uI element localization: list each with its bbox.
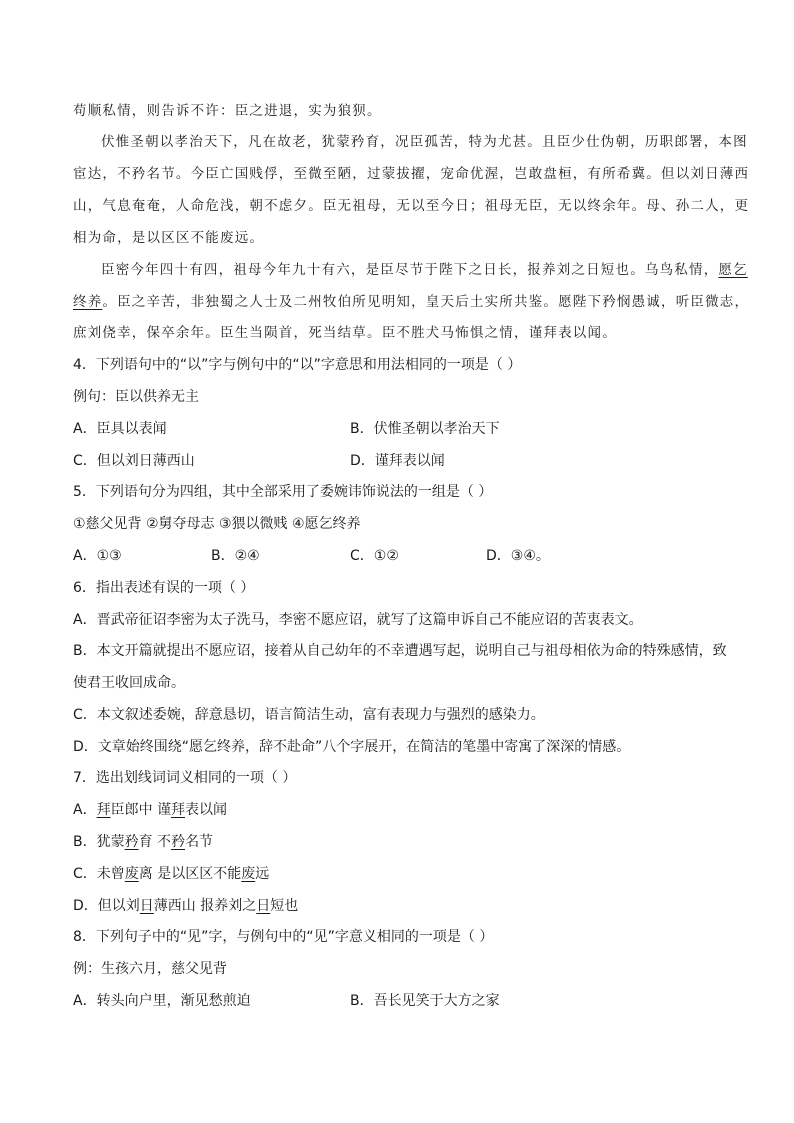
option-b: B．吾长见笑于大方之家 xyxy=(350,993,500,1009)
option-d xyxy=(73,895,734,917)
underlined-word: 日 xyxy=(139,898,154,914)
underlined-text: 愿乞 xyxy=(718,262,748,278)
option-text: 表以闻 xyxy=(185,802,228,818)
underlined-word: 矜 xyxy=(124,834,139,850)
option-a xyxy=(73,799,734,821)
option-text: 远 xyxy=(255,866,270,882)
underlined-word: 废 xyxy=(241,866,256,882)
option-b-continued: 使君王收回成命。 xyxy=(73,675,185,691)
option-text: 短也 xyxy=(270,898,299,914)
underlined-word: 拜 xyxy=(171,802,186,818)
option-d: D．谨拜表以闻 xyxy=(350,453,445,469)
passage-line: 庶刘侥幸，保卒余年。臣生当陨首，死当结草。臣不胜犬马怖惧之情，谨拜表以闻。 xyxy=(73,325,617,341)
option-text: A． xyxy=(73,802,97,818)
passage-line: 伏惟圣朝以孝治天下，凡在故老，犹蒙矜育，况臣孤苦，特为尤甚。且臣少仕伪朝，历职郎署，本图 xyxy=(101,134,748,150)
passage-line xyxy=(73,291,750,313)
question-stem: 8．下列句子中的“见”字，与例句中的“见”字意义相同的一项是（ ） xyxy=(73,929,494,945)
option-c: C．但以刘日薄西山 xyxy=(73,453,195,469)
option-row xyxy=(73,990,734,1012)
option-a: A．晋武帝征诏李密为太子洗马，李密不愿应诏，就写了这篇申诉自己不能应诏的苦衷表文。 xyxy=(73,612,643,628)
underlined-word: 拜 xyxy=(96,802,111,818)
passage-text: 臣密今年四十有四，祖母今年九十有六，是臣尽节于陛下之日长，报养刘之日短也。乌鸟私情， xyxy=(101,262,719,278)
option-text: C．未曾 xyxy=(73,866,125,882)
option-c: C．①② xyxy=(350,548,399,564)
option-text: 薄西山 报养刘之 xyxy=(153,898,257,914)
option-b: B．本文开篇就提出不愿应诏，接着从自己幼年的不幸遭遇写起，说明自己与祖母相依为命的特殊感情，致 xyxy=(73,643,727,659)
option-row xyxy=(73,450,734,472)
passage-line: 相为命，是以区区不能废远。 xyxy=(73,230,265,246)
question-stem: 6．指出表述有误的一项（ ） xyxy=(73,580,255,596)
option-d: D．文章始终围绕“愿乞终养，辞不赴命”八个字展开，在简洁的笔墨中寄寓了深深的情感。 xyxy=(73,739,631,755)
option-c xyxy=(73,863,734,885)
option-text: D．但以刘 xyxy=(73,898,140,914)
underlined-word: 废 xyxy=(124,866,139,882)
option-b: B．②④ xyxy=(211,548,260,564)
question-example: 例：生孩六月，慈父见背 xyxy=(73,961,227,977)
option-a: A．①③ xyxy=(73,548,122,564)
option-text: 离 是以区区不能 xyxy=(138,866,242,882)
option-row xyxy=(73,418,734,440)
underlined-word: 日 xyxy=(256,898,271,914)
question-example: 例句：臣以供养无主 xyxy=(73,389,199,405)
underlined-text: 终养 xyxy=(73,294,103,310)
option-a: A．转头向户里，渐见愁煎迫 xyxy=(73,993,251,1009)
passage-line: 宦达，不矜名节。今臣亡国贱俘，至微至陋，过蒙拔擢，宠命优渥，岂敢盘桓，有所希冀。但以刘日薄西 xyxy=(73,166,750,182)
passage-text: 。臣之辛苦，非独蜀之人士及二州牧伯所见明知，皇天后土实所共鉴。愿陛下矜悯愚诚，听臣微志， xyxy=(102,294,750,310)
question-stem: 4．下列语句中的“以”字与例句中的“以”字意思和用法相同的一项是（ ） xyxy=(73,357,522,373)
underlined-word: 矜 xyxy=(171,834,186,850)
option-c: C．本文叙述委婉，辞意恳切，语言简洁生动，富有表现力与强烈的感染力。 xyxy=(73,707,545,723)
question-stem: 7．选出划线词词义相同的一项（ ） xyxy=(73,770,297,786)
option-b xyxy=(73,831,734,853)
question-stem: 5．下列语句分为四组，其中全部采用了委婉讳饰说法的一组是（ ） xyxy=(73,484,493,500)
option-text: 育 不 xyxy=(138,834,172,850)
question-items: ①慈父见背 ②舅夺母志 ③猥以微贱 ④愿乞终养 xyxy=(73,516,361,532)
option-b: B．伏惟圣朝以孝治天下 xyxy=(350,421,500,437)
option-text: 名节 xyxy=(185,834,214,850)
passage-line xyxy=(101,259,748,281)
option-d: D．③④。 xyxy=(486,548,550,564)
option-text: B．犹蒙 xyxy=(73,834,125,850)
passage-line: 山，气息奄奄，人命危浅，朝不虑夕。臣无祖母，无以至今日；祖母无臣，无以终余年。母、孙二人，更 xyxy=(73,198,750,214)
passage-line: 苟顺私情，则告诉不许：臣之进退，实为狼狈。 xyxy=(73,103,382,119)
option-a: A．臣具以表闻 xyxy=(73,421,167,437)
option-text: 臣郎中 谨 xyxy=(110,802,172,818)
